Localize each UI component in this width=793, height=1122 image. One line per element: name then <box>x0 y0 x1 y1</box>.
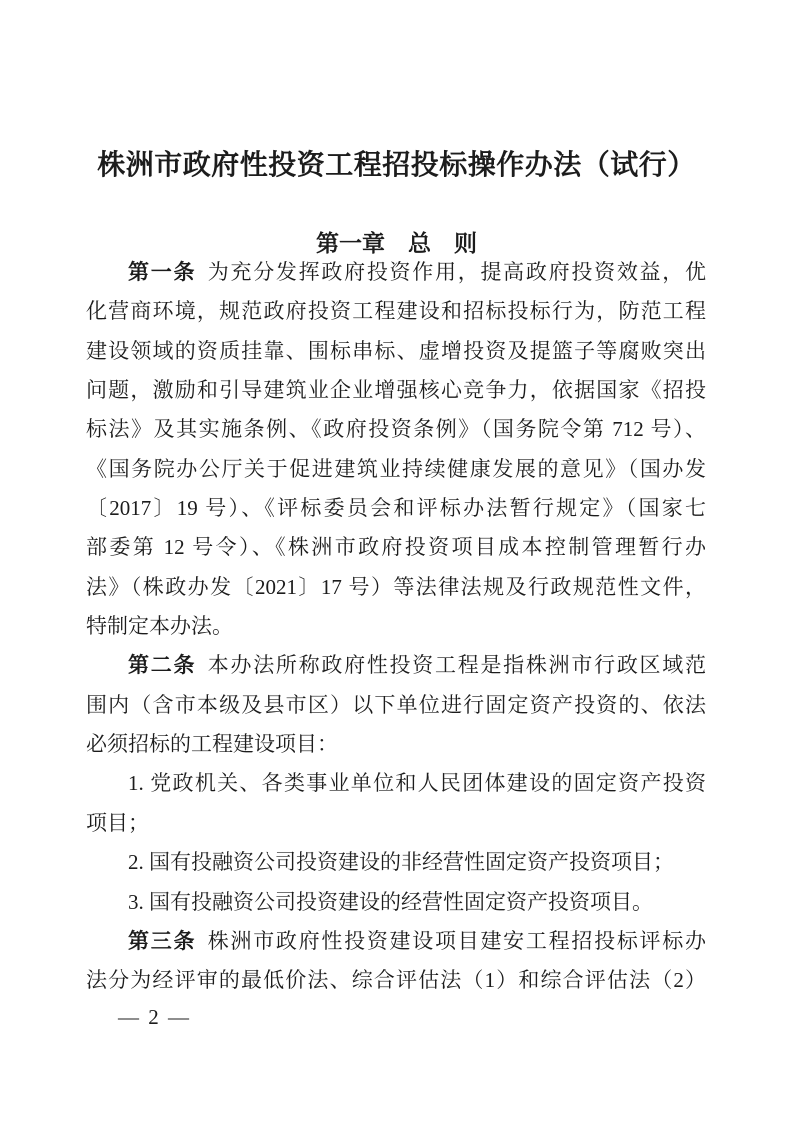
document-title: 株洲市政府性投资工程招投标操作办法（试行） <box>97 148 696 180</box>
line-text: 问题，激励和引导建筑业企业增强核心竞争力，依据国家《招投 <box>86 378 706 403</box>
line-text: 部委第 12 号令）、《株洲市政府投资项目成本控制管理暂行办 <box>86 535 706 560</box>
article-number: 第三条 <box>128 929 197 953</box>
text-line <box>86 568 706 607</box>
line-text: 法》（株政办发〔2021〕17 号）等法律法规及行政规范性文件， <box>86 574 706 599</box>
line-text: 《国务院办公厅关于促进建筑业持续健康发展的意见》（国办发 <box>86 456 706 481</box>
text-line <box>86 843 706 882</box>
line-text: 本办法所称政府性投资工程是指株洲市行政区域范 <box>207 653 706 678</box>
text-line <box>86 961 706 1000</box>
text-line <box>86 804 706 843</box>
text-line <box>86 450 706 489</box>
line-text: 必须招标的工程建设项目： <box>86 732 338 757</box>
line-text: 特制定本办法。 <box>86 614 233 639</box>
line-text: 1. 党政机关、各类事业单位和人民团体建设的固定资产投资 <box>128 771 706 796</box>
text-line <box>86 489 706 528</box>
chapter-heading: 第一章 总 则 <box>316 230 477 257</box>
line-text: 为充分发挥政府投资作用，提高政府投资效益，优 <box>207 260 706 284</box>
line-text: 3. 国有投融资公司投资建设的经营性固定资产投资项目。 <box>128 889 653 914</box>
text-line <box>86 528 706 567</box>
article-number: 第二条 <box>128 654 197 678</box>
text-line <box>86 253 706 292</box>
text-line <box>86 764 706 803</box>
text-line <box>86 410 706 449</box>
line-text: 化营商环境，规范政府投资工程建设和招标投标行为，防范工程 <box>86 299 706 324</box>
text-line <box>86 292 706 331</box>
text-line <box>86 646 706 685</box>
document-body <box>86 253 706 1001</box>
line-text: 标法》及其实施条例、《政府投资条例》（国务院令第 712 号）、 <box>86 417 706 442</box>
line-text: 2. 国有投融资公司投资建设的非经营性固定资产投资项目； <box>128 850 674 875</box>
page-number: — 2 — <box>118 1005 191 1029</box>
line-text: 围内（含市本级及县市区）以下单位进行固定资产投资的、依法 <box>86 692 706 717</box>
text-line <box>86 883 706 922</box>
line-text: 株洲市政府性投资建设项目建安工程招投标评标办 <box>207 928 706 953</box>
line-text: 〔2017〕19 号）、《评标委员会和评标办法暂行规定》（国家七 <box>86 496 706 521</box>
line-text: 项目； <box>86 810 149 835</box>
line-text: 建设领域的资质挂靠、围标串标、虚增投资及提篮子等腐败突出 <box>86 338 706 363</box>
text-line <box>86 686 706 725</box>
text-line <box>86 332 706 371</box>
line-text: 法分为经评审的最低价法、综合评估法（1）和综合评估法（2） <box>86 968 706 993</box>
article-number: 第一条 <box>128 261 197 284</box>
text-line <box>86 371 706 410</box>
text-line <box>86 922 706 961</box>
text-line <box>86 607 706 646</box>
text-line <box>86 725 706 764</box>
